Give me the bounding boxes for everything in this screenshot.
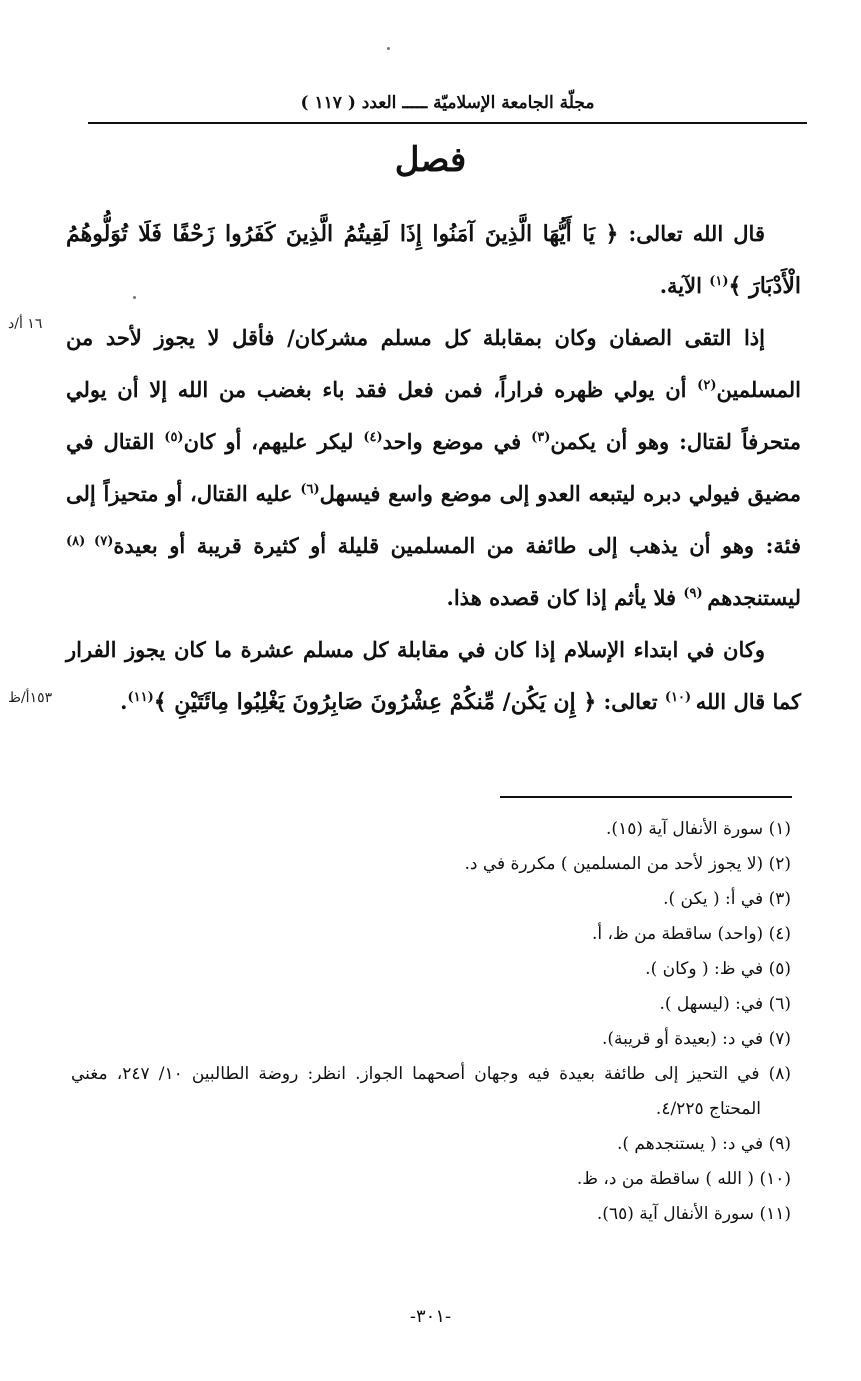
footnote-ref: (٤): [363, 430, 383, 445]
footnote: (١٠) ( الله ) ساقطة من د، ظ.: [576, 1169, 791, 1189]
footnote-ref: (٥): [164, 430, 184, 445]
page-number: -٣٠١-: [409, 1306, 452, 1327]
paragraph-text: .: [120, 689, 128, 714]
footnote: (٤) (واحد) ساقطة من ظ، أ.: [591, 924, 791, 944]
margin-note-manuscript-ref: ١٦ أ/د: [8, 316, 43, 332]
body-text: [66, 208, 801, 728]
paragraph-text: القتال في مضيق فيولي دبره ليتبعه العدو إلى موضع واسع فيسهل: [66, 429, 801, 506]
running-header: مجلّة الجامعة الإسلاميّة ـــــ العدد ( ١١٧ ): [300, 93, 595, 113]
footnote-separator: [500, 796, 792, 798]
footnote-ref: (١١): [127, 690, 154, 705]
paragraph-text: إذا التقى الصفان وكان بمقابلة كل مسلم مشركان/ فأقل لا يجوز لأحد من المسلمين: [66, 325, 801, 402]
paragraph-text: الآية.: [659, 273, 710, 298]
paragraph-1: [66, 208, 801, 312]
footnote-ref: (٧): [94, 534, 114, 549]
paragraph-text: فلا يأثم إذا كان قصده هذا.: [446, 585, 684, 610]
footnote: (٦) في: (ليسهل ).: [659, 994, 791, 1014]
margin-note-manuscript-ref: ١٥٣أ/ظ: [8, 690, 53, 706]
footnote: (٢) (لا يجوز لأحد من المسلمين ) مكررة في د.: [464, 854, 791, 874]
footnote: (٨) في التحيز إلى طائفة بعيدة فيه وجهان أصحهما الجواز. انظر: روضة الطالبين ١٠/ ٢٤٧، مغني المحتاج ٤/٢٢٥.: [71, 1064, 791, 1119]
footnote-ref: (١٠): [664, 690, 696, 705]
paragraph-text: قال الله تعالى:: [618, 221, 765, 246]
section-title: فصل: [394, 140, 467, 180]
paragraph-text: تعالى:: [596, 689, 665, 714]
header-rule: [88, 122, 807, 124]
paragraph-2: [66, 312, 801, 624]
footnote: (٩) في د: ( يستنجدهم ).: [616, 1134, 791, 1154]
paragraph-text: في موضع واحد: [382, 429, 532, 454]
footnote-ref: (٣): [531, 430, 551, 445]
footnote: (١١) سورة الأنفال آية (٦٥).: [596, 1204, 791, 1224]
footnotes: [71, 812, 791, 1232]
quran-verse: ﴿ يَا أَيُّهَا الَّذِينَ آمَنُوا إِذَا لَقِيتُمُ الَّذِينَ كَفَرُوا زَحْفًا فَلَا تُوَلُّوهُمُ الْأَدْبَارَ ﴾: [66, 221, 801, 299]
paragraph-text: أن يولي ظهره فراراً، فمن فعل فقد باء بغضب من الله إلا أن يولي متحرفاً لقتال: وهو أن يكمن: [66, 377, 801, 454]
paragraph-text: عليه القتال، أو متحيزاً إلى فئة: وهو أن يذهب إلى طائفة من المسلمين قليلة أو كثيرة قريبة أو بعيدة: [66, 481, 801, 558]
footnote-ref: (٢): [697, 378, 717, 393]
footnote: (١) سورة الأنفال آية (١٥).: [606, 819, 791, 839]
footnote: (٥) في ظ: ( وكان ).: [645, 959, 791, 979]
paragraph-3: [66, 624, 801, 728]
footnote-ref: (١): [709, 274, 729, 289]
scan-speck: [387, 47, 390, 50]
paragraph-text: وكان في ابتداء الإسلام إذا كان في مقابلة كل مسلم عشرة ما كان يجوز الفرار كما قال الله: [66, 637, 801, 714]
footnote: (٧) في د: (بعيدة أو قريبة).: [601, 1029, 791, 1049]
paragraph-text: ليستنجدهم: [707, 585, 801, 610]
footnote-ref: (٩): [683, 586, 708, 601]
quran-verse: ﴿ إِن يَكُن/ مِّنكُمْ عِشْرُونَ صَابِرُونَ يَغْلِبُوا مِائَتَيْنِ ﴾: [153, 689, 597, 715]
paragraph-text: ليكر عليهم، أو كان: [183, 429, 364, 454]
footnote-ref: (٨): [66, 534, 95, 549]
footnote: (٣) في أ: ( يكن ).: [663, 889, 791, 909]
footnote-ref: (٦): [300, 482, 320, 497]
